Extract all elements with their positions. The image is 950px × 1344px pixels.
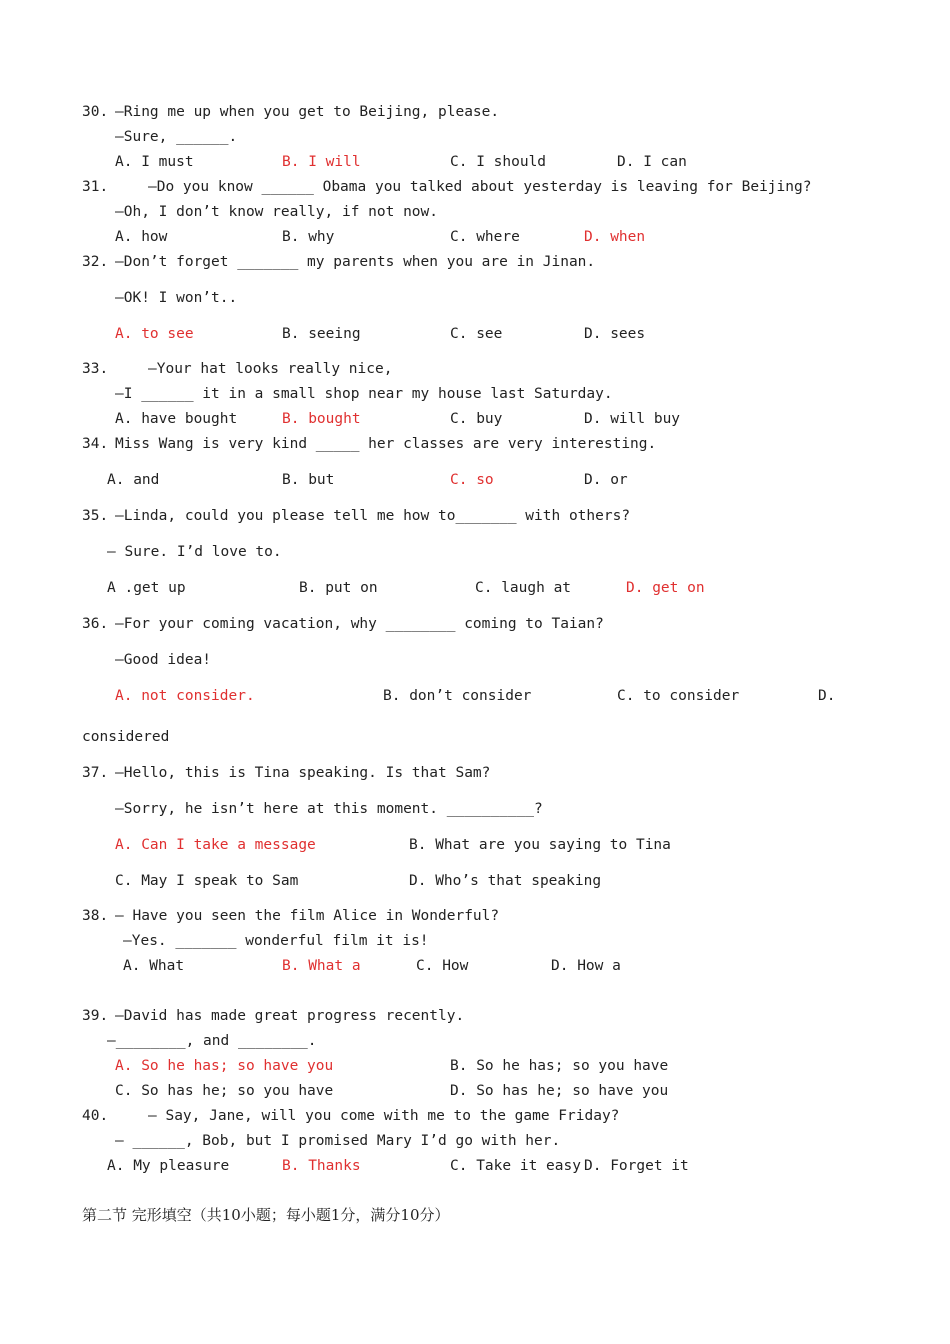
option-d: D. or: [584, 472, 628, 488]
option-d: D.: [818, 688, 836, 704]
question-number: 30.: [82, 104, 109, 120]
question-reply: —Oh, I don’t know really, if not now.: [115, 204, 439, 220]
option-b: B. seeing: [282, 326, 361, 342]
option-a-answer: A. Can I take a message: [115, 837, 316, 853]
question-prompt: —For your coming vacation, why ________ coming to Taian?: [115, 616, 604, 632]
option-a: A. how: [115, 229, 168, 245]
option-a: A. I must: [115, 154, 194, 170]
option-a-answer: A. to see: [115, 326, 194, 342]
question-number: 32.: [82, 254, 109, 270]
question-prompt: Miss Wang is very kind _____ her classes are very interesting.: [115, 436, 657, 452]
option-d: D. Who’s that speaking: [409, 873, 602, 889]
option-b: B. but: [282, 472, 335, 488]
option-b: B. don’t consider: [383, 688, 532, 704]
option-c: C. laugh at: [475, 580, 572, 596]
question-reply: — ______, Bob, but I promised Mary I’d go with her.: [115, 1133, 561, 1149]
option-d: D. I can: [617, 154, 687, 170]
question-number: 40.: [82, 1108, 109, 1124]
option-a: A. What: [123, 958, 185, 974]
option-a-answer: A. not consider.: [115, 688, 255, 704]
option-c: C. So has he; so you have: [115, 1083, 334, 1099]
option-c: C. Take it easy: [450, 1158, 581, 1174]
option-a-answer: A. So he has; so have you: [115, 1058, 334, 1074]
option-b-answer: B. I will: [282, 154, 361, 170]
question-number: 35.: [82, 508, 109, 524]
option-c: C. see: [450, 326, 503, 342]
option-d: D. will buy: [584, 411, 681, 427]
question-reply: —Yes. _______ wonderful film it is!: [123, 933, 429, 949]
option-c: C. where: [450, 229, 520, 245]
option-c-answer: C. so: [450, 472, 494, 488]
option-c: C. buy: [450, 411, 503, 427]
question-prompt: —Hello, this is Tina speaking. Is that Sam?: [115, 765, 491, 781]
question-reply: — Sure. I’d love to.: [107, 544, 282, 560]
option-b: B. So he has; so you have: [450, 1058, 669, 1074]
option-c: C. to consider: [617, 688, 740, 704]
option-b-answer: B. What a: [282, 958, 361, 974]
question-number: 36.: [82, 616, 109, 632]
option-a: A .get up: [107, 580, 186, 596]
question-reply: —I ______ it in a small shop near my house last Saturday.: [115, 386, 613, 402]
question-prompt: —Ring me up when you get to Beijing, please.: [115, 104, 500, 120]
option-b-answer: B. bought: [282, 411, 361, 427]
question-reply: —OK! I won’t..: [115, 290, 238, 306]
question-number: 34.: [82, 436, 109, 452]
question-prompt: — Say, Jane, will you come with me to the game Friday?: [148, 1108, 620, 1124]
option-a: A. My pleasure: [107, 1158, 230, 1174]
question-reply: —Sure, ______.: [115, 129, 238, 145]
option-c: C. I should: [450, 154, 547, 170]
option-b: B. What are you saying to Tina: [409, 837, 671, 853]
question-number: 33.: [82, 361, 109, 377]
question-number: 31.: [82, 179, 109, 195]
question-prompt: —Linda, could you please tell me how to_______ with others?: [115, 508, 631, 524]
question-number: 38.: [82, 908, 109, 924]
question-number: 39.: [82, 1008, 109, 1024]
option-d: D. So has he; so have you: [450, 1083, 669, 1099]
option-c: C. May I speak to Sam: [115, 873, 299, 889]
question-reply: —Good idea!: [115, 652, 212, 668]
option-a: A. and: [107, 472, 160, 488]
option-d: D. sees: [584, 326, 646, 342]
option-b: B. why: [282, 229, 335, 245]
question-reply: —Sorry, he isn’t here at this moment. __________?: [115, 801, 543, 817]
question-prompt: — Have you seen the film Alice in Wonderful?: [115, 908, 500, 924]
question-prompt: —David has made great progress recently.: [115, 1008, 465, 1024]
option-d-answer: D. get on: [626, 580, 705, 596]
option-d-continuation: considered: [82, 729, 170, 745]
question-number: 37.: [82, 765, 109, 781]
question-prompt: —Don’t forget _______ my parents when you are in Jinan.: [115, 254, 596, 270]
question-prompt: —Do you know ______ Obama you talked about yesterday is leaving for Beijing?: [148, 179, 812, 195]
option-d-answer: D. when: [584, 229, 646, 245]
section-heading: 第二节 完形填空（共10小题；每小题1分，满分10分）: [82, 1206, 450, 1224]
option-d: D. How a: [551, 958, 621, 974]
option-a: A. have bought: [115, 411, 238, 427]
option-c: C. How: [416, 958, 469, 974]
question-reply: —________, and ________.: [107, 1033, 317, 1049]
question-prompt: —Your hat looks really nice,: [148, 361, 393, 377]
option-d: D. Forget it: [584, 1158, 689, 1174]
option-b: B. put on: [299, 580, 378, 596]
option-b-answer: B. Thanks: [282, 1158, 361, 1174]
